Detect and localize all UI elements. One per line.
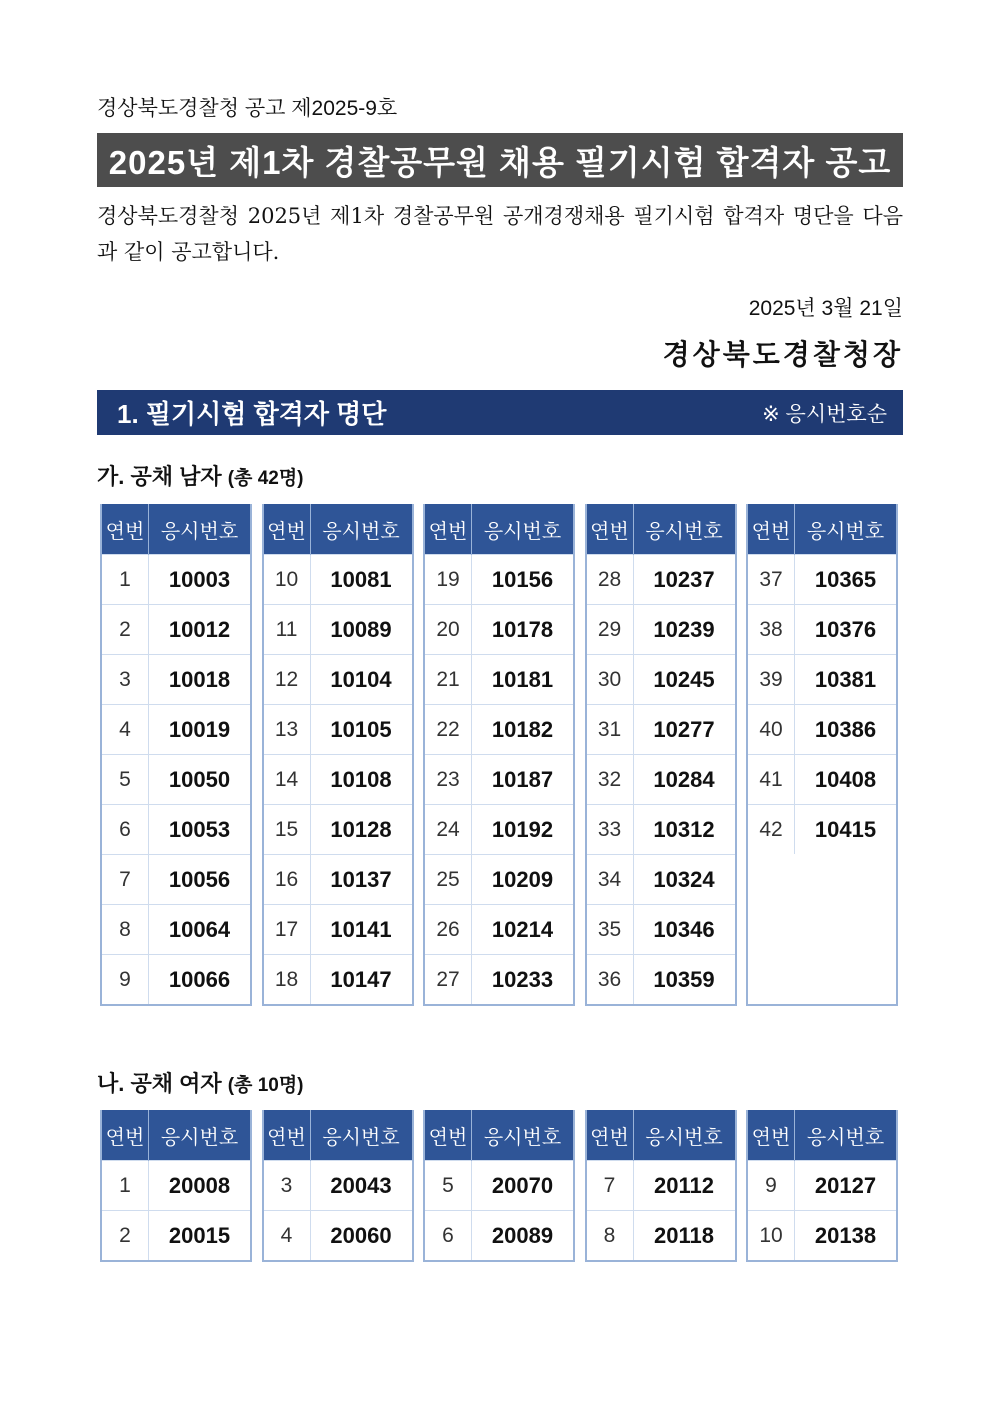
exam-number-cell: 10137 xyxy=(310,855,412,905)
exam-number-cell: 10284 xyxy=(633,755,735,805)
table-row xyxy=(425,855,573,905)
seq-cell: 41 xyxy=(748,755,795,805)
seq-cell: 31 xyxy=(587,705,634,755)
table-row xyxy=(102,955,250,1005)
exam-number-cell: 10141 xyxy=(310,905,412,955)
exam-number-cell: 10147 xyxy=(310,955,412,1005)
seq-cell: 18 xyxy=(264,955,311,1005)
exam-number-cell: 10089 xyxy=(310,605,412,655)
seq-cell: 25 xyxy=(425,855,472,905)
notice-date: 2025년 3월 21일 xyxy=(748,297,903,320)
exam-number-cell: 10415 xyxy=(795,805,897,855)
female-subtitle xyxy=(97,1067,304,1098)
seq-cell: 27 xyxy=(425,955,472,1005)
seq-cell: 5 xyxy=(425,1161,472,1211)
number-header: 응시번호 xyxy=(149,1110,251,1161)
female-table-block xyxy=(262,1110,414,1262)
exam-number-cell: 10346 xyxy=(633,905,735,955)
seq-cell: 10 xyxy=(264,555,311,605)
exam-number-cell: 10376 xyxy=(795,605,897,655)
table-row xyxy=(587,755,735,805)
exam-number-cell: 10181 xyxy=(472,655,574,705)
seq-cell: 26 xyxy=(425,905,472,955)
seq-cell: 32 xyxy=(587,755,634,805)
seq-header: 연번 xyxy=(587,1110,634,1161)
seq-cell: 2 xyxy=(102,605,149,655)
exam-number-cell: 10104 xyxy=(310,655,412,705)
seq-header: 연번 xyxy=(264,504,311,555)
table-row xyxy=(425,1211,573,1261)
table-row xyxy=(425,955,573,1005)
exam-number-cell: 10003 xyxy=(149,555,251,605)
seq-header: 연번 xyxy=(748,1110,795,1161)
female-table-block xyxy=(423,1110,575,1262)
exam-number-cell: 10108 xyxy=(310,755,412,805)
number-header: 응시번호 xyxy=(472,1110,574,1161)
table-row xyxy=(264,555,412,605)
table-row xyxy=(587,655,735,705)
table-row xyxy=(587,1161,735,1211)
table-row xyxy=(425,655,573,705)
seq-cell: 7 xyxy=(587,1161,634,1211)
female-result-tables xyxy=(100,1110,898,1262)
seq-header: 연번 xyxy=(425,1110,472,1161)
seq-cell: 10 xyxy=(748,1211,795,1261)
male-table-block xyxy=(585,504,737,1006)
male-count: (총 42명) xyxy=(227,468,304,489)
number-header: 응시번호 xyxy=(795,1110,897,1161)
seq-cell: 37 xyxy=(748,555,795,605)
table-row xyxy=(102,905,250,955)
table-row xyxy=(748,805,896,855)
exam-number-cell: 10128 xyxy=(310,805,412,855)
section-header xyxy=(97,390,903,435)
female-table-block xyxy=(585,1110,737,1262)
table-row xyxy=(425,905,573,955)
table-row xyxy=(587,855,735,905)
table-row xyxy=(425,555,573,605)
exam-number-cell: 20070 xyxy=(472,1161,574,1211)
table-row xyxy=(264,705,412,755)
exam-number-cell: 10105 xyxy=(310,705,412,755)
table-row xyxy=(102,555,250,605)
exam-number-cell: 10239 xyxy=(633,605,735,655)
exam-number-cell: 10053 xyxy=(149,805,251,855)
exam-number-cell: 20043 xyxy=(310,1161,412,1211)
number-header: 응시번호 xyxy=(310,1110,412,1161)
seq-cell: 17 xyxy=(264,905,311,955)
number-header: 응시번호 xyxy=(472,504,574,555)
seq-cell: 28 xyxy=(587,555,634,605)
table-row xyxy=(264,955,412,1005)
exam-number-cell: 20138 xyxy=(795,1211,897,1261)
table-row xyxy=(587,705,735,755)
notice-number: 경상북도경찰청 공고 제2025-9호 xyxy=(97,97,398,120)
table-row xyxy=(102,605,250,655)
table-row xyxy=(102,855,250,905)
seq-header: 연번 xyxy=(102,1110,149,1161)
exam-number-cell: 10187 xyxy=(472,755,574,805)
seq-cell: 29 xyxy=(587,605,634,655)
table-row xyxy=(102,755,250,805)
page-title: 2025년 제1차 경찰공무원 채용 필기시험 합격자 공고 xyxy=(97,133,903,187)
issuer: 경상북도경찰청장 xyxy=(662,339,903,370)
seq-cell: 9 xyxy=(748,1161,795,1211)
seq-cell: 7 xyxy=(102,855,149,905)
exam-number-cell: 20015 xyxy=(149,1211,251,1261)
table-row xyxy=(748,755,896,805)
exam-number-cell: 10066 xyxy=(149,955,251,1005)
seq-cell: 12 xyxy=(264,655,311,705)
seq-cell: 8 xyxy=(102,905,149,955)
exam-number-cell: 10312 xyxy=(633,805,735,855)
seq-cell: 30 xyxy=(587,655,634,705)
seq-cell: 14 xyxy=(264,755,311,805)
exam-number-cell: 10233 xyxy=(472,955,574,1005)
number-header: 응시번호 xyxy=(795,504,897,555)
table-row xyxy=(425,755,573,805)
exam-number-cell: 10359 xyxy=(633,955,735,1005)
seq-cell: 1 xyxy=(102,555,149,605)
table-row xyxy=(264,755,412,805)
table-row xyxy=(748,555,896,605)
exam-number-cell: 10178 xyxy=(472,605,574,655)
table-row xyxy=(264,605,412,655)
exam-number-cell: 10018 xyxy=(149,655,251,705)
exam-number-cell: 20118 xyxy=(633,1211,735,1261)
table-row xyxy=(264,1161,412,1211)
table-row xyxy=(264,1211,412,1261)
seq-cell: 36 xyxy=(587,955,634,1005)
seq-cell: 11 xyxy=(264,605,311,655)
intro-text: 경상북도경찰청 2025년 제1차 경찰공무원 공개경쟁채용 필기시험 합격자 명단을 다음과 같이 공고합니다. xyxy=(97,204,903,264)
male-table-block xyxy=(746,504,898,1006)
number-header: 응시번호 xyxy=(310,504,412,555)
female-table-block xyxy=(746,1110,898,1262)
table-row xyxy=(102,1211,250,1261)
seq-cell: 13 xyxy=(264,705,311,755)
female-table-block xyxy=(100,1110,252,1262)
table-row xyxy=(587,955,735,1005)
exam-number-cell: 10019 xyxy=(149,705,251,755)
table-row xyxy=(102,655,250,705)
exam-number-cell: 10214 xyxy=(472,905,574,955)
seq-cell: 8 xyxy=(587,1211,634,1261)
table-row xyxy=(425,1161,573,1211)
seq-cell: 38 xyxy=(748,605,795,655)
table-row xyxy=(587,905,735,955)
table-row xyxy=(102,805,250,855)
seq-cell: 40 xyxy=(748,705,795,755)
seq-header: 연번 xyxy=(264,1110,311,1161)
exam-number-cell: 10050 xyxy=(149,755,251,805)
exam-number-cell: 10156 xyxy=(472,555,574,605)
table-row xyxy=(102,1161,250,1211)
table-row xyxy=(102,705,250,755)
table-row xyxy=(425,705,573,755)
seq-cell: 4 xyxy=(102,705,149,755)
seq-cell: 1 xyxy=(102,1161,149,1211)
exam-number-cell: 10182 xyxy=(472,705,574,755)
number-header: 응시번호 xyxy=(633,1110,735,1161)
male-table-block xyxy=(262,504,414,1006)
seq-header: 연번 xyxy=(102,504,149,555)
exam-number-cell: 10245 xyxy=(633,655,735,705)
number-header: 응시번호 xyxy=(149,504,251,555)
exam-number-cell: 10081 xyxy=(310,555,412,605)
table-row xyxy=(425,605,573,655)
seq-cell: 19 xyxy=(425,555,472,605)
exam-number-cell: 10012 xyxy=(149,605,251,655)
seq-cell: 42 xyxy=(748,805,795,855)
exam-number-cell: 10381 xyxy=(795,655,897,705)
seq-cell: 6 xyxy=(425,1211,472,1261)
seq-cell: 6 xyxy=(102,805,149,855)
table-row xyxy=(748,705,896,755)
exam-number-cell: 10365 xyxy=(795,555,897,605)
male-table-block xyxy=(423,504,575,1006)
table-row xyxy=(587,1211,735,1261)
number-header: 응시번호 xyxy=(633,504,735,555)
table-row xyxy=(264,905,412,955)
exam-number-cell: 20112 xyxy=(633,1161,735,1211)
seq-cell: 22 xyxy=(425,705,472,755)
table-row xyxy=(264,855,412,905)
male-table-block xyxy=(100,504,252,1006)
exam-number-cell: 10064 xyxy=(149,905,251,955)
exam-number-cell: 20089 xyxy=(472,1211,574,1261)
table-row xyxy=(587,555,735,605)
exam-number-cell: 10237 xyxy=(633,555,735,605)
seq-cell: 3 xyxy=(264,1161,311,1211)
seq-cell: 24 xyxy=(425,805,472,855)
seq-cell: 23 xyxy=(425,755,472,805)
seq-cell: 5 xyxy=(102,755,149,805)
exam-number-cell: 10192 xyxy=(472,805,574,855)
female-count: (총 10명) xyxy=(227,1075,304,1096)
seq-cell: 2 xyxy=(102,1211,149,1261)
seq-cell: 39 xyxy=(748,655,795,705)
table-row xyxy=(587,805,735,855)
exam-number-cell: 20008 xyxy=(149,1161,251,1211)
seq-cell: 35 xyxy=(587,905,634,955)
exam-number-cell: 10386 xyxy=(795,705,897,755)
section-note: ※ 응시번호순 xyxy=(762,402,887,426)
female-label: 나. 공채 여자 xyxy=(97,1071,222,1096)
seq-cell: 4 xyxy=(264,1211,311,1261)
male-label: 가. 공채 남자 xyxy=(97,464,222,489)
table-row xyxy=(748,1211,896,1261)
seq-cell: 21 xyxy=(425,655,472,705)
table-row xyxy=(264,655,412,705)
exam-number-cell: 10408 xyxy=(795,755,897,805)
seq-header: 연번 xyxy=(748,504,795,555)
male-result-tables xyxy=(100,504,898,1006)
seq-cell: 33 xyxy=(587,805,634,855)
exam-number-cell: 10056 xyxy=(149,855,251,905)
seq-header: 연번 xyxy=(587,504,634,555)
seq-header: 연번 xyxy=(425,504,472,555)
exam-number-cell: 20060 xyxy=(310,1211,412,1261)
seq-cell: 15 xyxy=(264,805,311,855)
table-row xyxy=(587,605,735,655)
seq-cell: 34 xyxy=(587,855,634,905)
table-row xyxy=(748,655,896,705)
male-subtitle xyxy=(97,460,304,491)
exam-number-cell: 10209 xyxy=(472,855,574,905)
seq-cell: 3 xyxy=(102,655,149,705)
section-title: 1. 필기시험 합격자 명단 xyxy=(117,399,387,429)
seq-cell: 20 xyxy=(425,605,472,655)
seq-cell: 16 xyxy=(264,855,311,905)
exam-number-cell: 10324 xyxy=(633,855,735,905)
exam-number-cell: 10277 xyxy=(633,705,735,755)
table-row xyxy=(748,605,896,655)
table-row xyxy=(425,805,573,855)
table-row xyxy=(264,805,412,855)
table-row xyxy=(748,1161,896,1211)
exam-number-cell: 20127 xyxy=(795,1161,897,1211)
seq-cell: 9 xyxy=(102,955,149,1005)
